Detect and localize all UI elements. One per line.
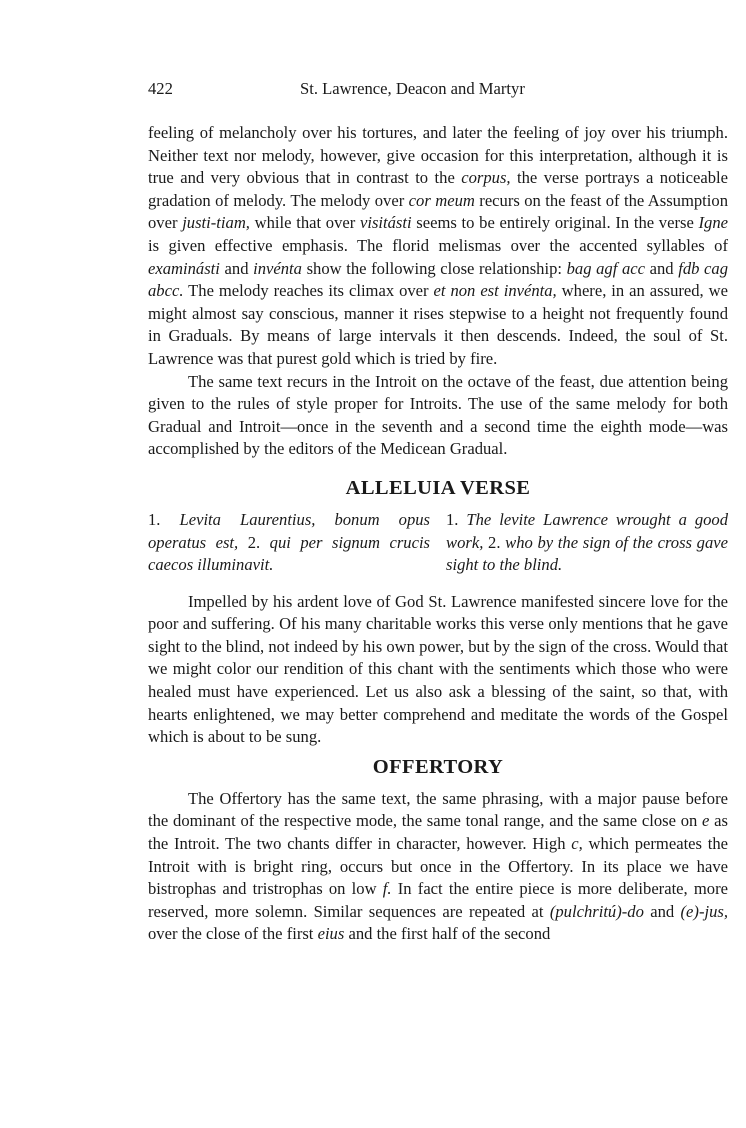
text-run: The levite Lawrence wrought a good work, — [446, 509, 729, 552]
text-run: who by the sign of the cross gave sight to the blind. — [446, 532, 729, 575]
text-run: In fact the entire piece is more deliberate, more reserved, more solemn. Similar sequences are repeated at — [148, 879, 728, 921]
text-run: where, in an assured, we might almost say conscious, manner it rises stepwise to a height not frequently found in Graduals. By means of large intervals it then descends. Indeed, the soul of St. Lawrence was that purest gold which is tried by fire. — [148, 281, 729, 368]
running-title: St. Lawrence, Deacon and Martyr — [300, 79, 525, 98]
verse-number: 2. — [488, 532, 506, 552]
text-run: The melody reaches its climax over — [183, 281, 434, 301]
text-run: and — [643, 901, 681, 921]
text-run: The Offertory has the same text, the same phrasing, with a major pause before the dominant of the respective mode, the same tonal range, and the same close on — [148, 788, 728, 831]
alleluia-english-translation — [446, 509, 728, 577]
alleluia-latin-text — [148, 509, 430, 577]
offertory-commentary-paragraph — [148, 788, 728, 946]
text-run: is given effective emphasis. The florid melismas over the accented syllables of — [148, 235, 728, 255]
text-run: which permeates the Introit with is bright ring, occurs but once in the Offertory. In its place we have bistrophas and tristrophas on low — [148, 834, 728, 899]
text-run: seems to be entirely original. In the verse — [411, 213, 699, 233]
italic-term: c, — [571, 834, 583, 854]
italic-term: Igne — [698, 213, 729, 233]
italic-term: invénta — [253, 258, 302, 278]
gradual-commentary-paragraph — [148, 122, 728, 371]
text-run: the verse portrays a noticeable gradation of melody. The melody over — [148, 168, 728, 210]
offertory-heading: OFFERTORY — [372, 755, 504, 778]
italic-term: cor meum — [408, 190, 475, 210]
verse-number: 1. — [148, 509, 180, 529]
text-run: and — [644, 258, 679, 278]
text-run: show the following close relationship: — [301, 258, 567, 278]
italic-term: visitásti — [359, 213, 412, 233]
text-run: over the close of the first — [148, 924, 318, 944]
verse-number: 2. — [247, 532, 270, 552]
page-number: 422 — [148, 79, 173, 98]
alleluia-verse-text — [148, 509, 728, 577]
italic-term: corpus, — [461, 168, 511, 188]
italic-term: (e)-jus, — [680, 901, 728, 921]
italic-term: fdb cag abcc. — [148, 258, 728, 301]
italic-term: justi-tiam, — [182, 213, 250, 233]
italic-term: eius — [317, 924, 345, 944]
italic-term: e — [702, 811, 710, 831]
verse-number: 1. — [446, 509, 467, 529]
italic-term: et non est invénta, — [433, 281, 557, 301]
text-run: recurs on the feast of the Assumption over — [148, 190, 728, 233]
italic-term: (pulchritú)-do — [549, 901, 644, 921]
alleluia-commentary-paragraph: Impelled by his ardent love of God St. Lawrence manifested sincere love for the poor and suffering. Of his many charitable works this verse only mentions that he gave sight to the blind, not indeed by his own power, but by the sign of the cross. Would that we might color our rendition of this chant with the sentiments which those who were healed must have experienced. Let us also ask a blessing of the saint, so that, with hearts enlightened, we may better comprehend and meditate the words of the Gospel which is about to be sung. — [148, 591, 728, 747]
text-run: as the Introit. The two chants differ in character, however. High — [148, 811, 728, 854]
text-run: and the first half of the second — [344, 924, 551, 944]
italic-term: bag agf acc — [566, 258, 645, 278]
alleluia-verse-heading: ALLELUIA VERSE — [345, 476, 531, 499]
text-run: Levita Laurentius, bonum opus operatus est, — [148, 509, 431, 552]
italic-term: f. — [382, 879, 392, 899]
text-run: and — [219, 258, 254, 278]
text-run: feeling of melancholy over his tortures, and later the feeling of joy over his triumph. Neither text nor melody, however, give occasion for this interpretation, although it is true and very obvious that in contrast to the — [148, 123, 728, 188]
text-run: while that over — [249, 213, 360, 233]
page-header — [148, 78, 728, 100]
text-run: qui per signum crucis caecos illuminavit. — [148, 532, 431, 575]
italic-term: examinásti — [148, 258, 220, 278]
page-body — [148, 122, 728, 946]
introit-paragraph: The same text recurs in the Introit on the octave of the feast, due attention being given to the rules of style proper for Introits. The use of the same melody for both Gradual and Introit—once in the seventh and a second time the eighth mode—was accomplished by the editors of the Medicean Gradual. — [148, 371, 728, 459]
